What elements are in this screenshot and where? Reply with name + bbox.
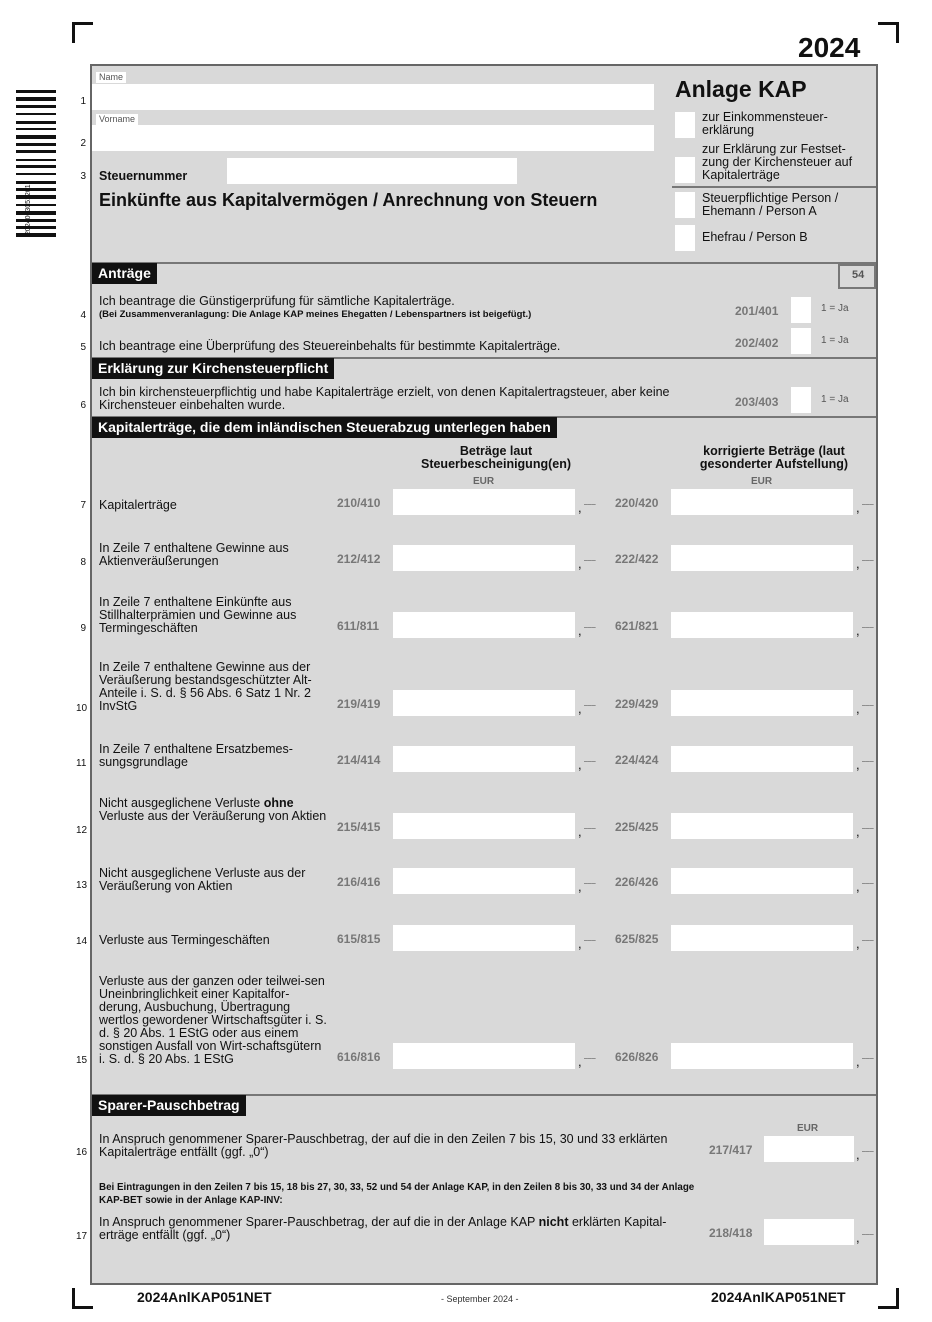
currency-label: EUR (797, 1123, 819, 1134)
barcode-bar (16, 143, 56, 146)
line-number: 3 (80, 171, 86, 182)
cents-placeholder: ––– (584, 501, 596, 508)
barcode-bar (16, 150, 56, 153)
barcode-bar (16, 233, 56, 237)
option-hint: 1 = Ja (821, 335, 849, 346)
betrag-korrigiert-input[interactable] (671, 690, 853, 716)
option-label: Steuerpflichtige Person / Ehemann / Person A (702, 191, 839, 218)
cents-placeholder: ––– (584, 825, 596, 832)
line-number: 10 (76, 703, 88, 714)
cents-placeholder: ––– (862, 1231, 874, 1238)
betrag-steuerbescheinigung-input[interactable] (393, 489, 575, 515)
input-steuereinbehalt[interactable] (791, 328, 811, 354)
cents-placeholder: ––– (862, 624, 874, 631)
barcode-bar (16, 113, 56, 115)
field-code: 219/419 (337, 697, 381, 711)
decimal-separator: , (856, 879, 860, 894)
line-number: 1 (80, 96, 86, 107)
antrag-steuereinbehalt: Ich beantrage eine Überprüfung des Steuereinbehalts für bestimmte Kapitalerträge. (99, 339, 561, 353)
cents-placeholder: ––– (584, 1055, 596, 1062)
option-hint: 1 = Ja (821, 303, 849, 314)
field-code: 216/416 (337, 875, 381, 889)
cents-placeholder: ––– (584, 880, 596, 887)
line-number: 14 (76, 936, 88, 947)
cents-placeholder: ––– (862, 702, 874, 709)
decimal-separator: , (856, 936, 860, 951)
currency-label: EUR (751, 476, 773, 487)
steuernummer-label: Steuernummer (99, 169, 188, 183)
row-label (99, 797, 327, 823)
vorname-label: Vorname (96, 114, 138, 125)
corner-mark-top-right (878, 22, 899, 43)
option-label: Ehefrau / Person B (702, 230, 808, 244)
cents-placeholder: ––– (862, 501, 874, 508)
divider (92, 262, 876, 264)
barcode-bar (16, 128, 56, 130)
option-label: zur Einkommensteuer-erklärung (702, 110, 828, 137)
barcode-bar (16, 90, 56, 93)
sparer-row17-text-post: erklärten Kapital-erträge entfällt (ggf. „0“) (99, 1215, 667, 1242)
field-code: 229/429 (615, 697, 659, 711)
field-code: 202/402 (735, 336, 779, 350)
barcode-number: 2024003051201 (25, 184, 32, 235)
decimal-separator: , (578, 556, 582, 571)
row-label: Verluste aus Termingeschäften (99, 933, 270, 947)
betrag-korrigiert-input[interactable] (671, 925, 853, 951)
field-code: 225/425 (615, 820, 659, 834)
cents-placeholder: ––– (584, 702, 596, 709)
betrag-korrigiert-input[interactable] (671, 545, 853, 571)
barcode-bar (16, 173, 56, 175)
cents-placeholder: ––– (584, 758, 596, 765)
row-label: Nicht ausgeglichene Verluste aus der Veräußerung von Aktien (99, 866, 306, 893)
cents-placeholder: ––– (584, 937, 596, 944)
barcode-bar (16, 204, 56, 206)
checkbox-einkommensteuererklaerung[interactable] (675, 112, 695, 138)
betrag-steuerbescheinigung-input[interactable] (393, 612, 575, 638)
decimal-separator: , (856, 701, 860, 716)
betrag-korrigiert-input[interactable] (671, 489, 853, 515)
betrag-steuerbescheinigung-input[interactable] (393, 545, 575, 571)
row-label: Verluste aus der ganzen oder teilwei-sen Uneinbringlichkeit einer Kapitalfor-derung, Ausbuchung, Übertragung wertlos gewordener Wirtschaftsgüter i. S. d. § 20 Abs. 1 EStG oder aus einem sonstigen Ausfall von Wirt-schaftsgütern i. S. d. § 20 Abs. 1 EStG (99, 974, 327, 1066)
sparer-row17-text (99, 1216, 699, 1242)
row-label: In Zeile 7 enthaltene Ersatzbemes-sungsgrundlage (99, 742, 293, 769)
row-label: Kapitalerträge (99, 498, 177, 512)
betrag-korrigiert-input[interactable] (671, 1043, 853, 1069)
line-number: 5 (80, 342, 86, 353)
divider (672, 186, 876, 188)
decimal-separator: , (856, 1054, 860, 1069)
section-heading-antraege: Anträge (92, 263, 157, 284)
barcode-bar (16, 165, 56, 168)
line-number: 13 (76, 880, 88, 891)
checkbox-person-a[interactable] (675, 192, 695, 218)
betrag-steuerbescheinigung-input[interactable] (393, 690, 575, 716)
field-code: 226/426 (615, 875, 659, 889)
line-number: 17 (76, 1231, 88, 1242)
line-number: 7 (80, 500, 86, 511)
kirchensteuer-text: Ich bin kirchensteuerpflichtig und habe Kapitalerträge erzielt, von denen Kapitalertragsteuer, aber keine Kirchensteuer einbehalten wurde. (99, 385, 670, 412)
barcode-bar (16, 219, 56, 222)
sparer-row16-text: In Anspruch genommener Sparer-Pauschbetrag, der auf die in den Zeilen 7 bis 15, 30 und 33 erklärten Kapitalerträge entfällt (ggf. „0“) (99, 1132, 668, 1159)
row-label: In Zeile 7 enthaltene Gewinne aus Aktienveräußerungen (99, 541, 289, 568)
field-code: 621/821 (615, 619, 659, 633)
code-box-value: 54 (852, 269, 865, 281)
field-code: 212/412 (337, 552, 381, 566)
decimal-separator: , (578, 623, 582, 638)
option-hint: 1 = Ja (821, 394, 849, 405)
field-code: 201/401 (735, 304, 779, 318)
decimal-separator: , (856, 1147, 860, 1162)
field-code: 210/410 (337, 496, 381, 510)
barcode-bar (16, 195, 56, 199)
decimal-separator: , (856, 500, 860, 515)
column-header-korrigiert: korrigierte Beträge (laut gesonderter Aufstellung) (699, 444, 849, 471)
line-number: 11 (76, 758, 87, 769)
line-number: 6 (80, 400, 86, 411)
cents-placeholder: ––– (862, 1055, 874, 1062)
sparer-pauschbetrag-input[interactable] (764, 1136, 854, 1162)
input-guenstigerpruefung[interactable] (791, 297, 811, 323)
barcode-bar (16, 105, 56, 108)
betrag-steuerbescheinigung-input[interactable] (393, 1043, 575, 1069)
row-label: In Zeile 7 enthaltene Einkünfte aus Stillhalterprämien und Gewinne aus Termingeschäften (99, 595, 297, 635)
row-label-bold: ohne (263, 796, 294, 810)
cents-placeholder: ––– (862, 937, 874, 944)
form-year: 2024 (798, 32, 861, 63)
name-label: Name (96, 72, 126, 83)
betrag-korrigiert-input[interactable] (671, 746, 853, 772)
input-kirchensteuer[interactable] (791, 387, 811, 413)
field-code: 625/825 (615, 932, 659, 946)
field-code: 616/816 (337, 1050, 381, 1064)
barcode-bar (16, 188, 56, 191)
checkbox-person-b[interactable] (675, 225, 695, 251)
betrag-steuerbescheinigung-input[interactable] (393, 868, 575, 894)
row-label-pre: Nicht ausgeglichene Verluste (99, 796, 264, 810)
line-number: 4 (80, 310, 86, 321)
footer-code-right: 2024AnlKAP051NET (711, 1289, 846, 1305)
decimal-separator: , (578, 757, 582, 772)
decimal-separator: , (578, 936, 582, 951)
field-code: 222/422 (615, 552, 659, 566)
section-heading-kirchensteuer: Erklärung zur Kirchensteuerpflicht (92, 358, 334, 379)
field-code: 615/815 (337, 932, 381, 946)
decimal-separator: , (578, 500, 582, 515)
line-number: 8 (80, 557, 86, 568)
checkbox-kirchensteuer-festsetzung[interactable] (675, 157, 695, 183)
field-code: 217/417 (709, 1143, 753, 1157)
row-label: In Zeile 7 enthaltene Gewinne aus der Veräußerung bestandsgeschützter Alt-Anteile i. S. d. § 56 Abs. 6 Satz 1 Nr. 2 InvStG (99, 660, 312, 713)
sparer-pauschbetrag-other-input[interactable] (764, 1219, 854, 1245)
corner-mark-bottom-left (72, 1288, 93, 1309)
decimal-separator: , (856, 757, 860, 772)
decimal-separator: , (578, 1054, 582, 1069)
barcode-bar (16, 226, 56, 229)
line-number: 15 (76, 1055, 88, 1066)
field-code: 220/420 (615, 496, 659, 510)
betrag-korrigiert-input[interactable] (671, 813, 853, 839)
corner-mark-top-left (72, 22, 93, 43)
betrag-korrigiert-input[interactable] (671, 868, 853, 894)
field-code: 203/403 (735, 395, 779, 409)
column-header-steuerbescheinigung: Beträge laut Steuerbescheinigung(en) (420, 444, 572, 471)
option-label: zur Erklärung zur Festset-zung der Kirchensteuer auf Kapitalerträge (702, 142, 853, 182)
barcode-bar (16, 159, 56, 161)
betrag-steuerbescheinigung-input[interactable] (393, 925, 575, 951)
decimal-separator: , (856, 556, 860, 571)
steuernummer-field[interactable] (227, 158, 517, 184)
betrag-steuerbescheinigung-input[interactable] (393, 813, 575, 839)
section-heading-kapitalertraege: Kapitalerträge, die dem inländischen Steuerabzug unterlegen haben (92, 417, 557, 438)
line-number: 16 (76, 1147, 88, 1158)
line-number: 9 (80, 623, 86, 634)
field-code: 611/811 (337, 619, 380, 633)
decimal-separator: , (856, 1230, 860, 1245)
field-code: 224/424 (615, 753, 659, 767)
field-code: 214/414 (337, 753, 381, 767)
currency-label: EUR (473, 476, 495, 487)
decimal-separator: , (578, 879, 582, 894)
sparer-row17-text-pre: In Anspruch genommener Sparer-Pauschbetrag, der auf die in der Anlage KAP (99, 1215, 539, 1229)
cents-placeholder: ––– (584, 557, 596, 564)
field-code: 215/415 (337, 820, 381, 834)
line-number: 12 (76, 825, 88, 836)
cents-placeholder: ––– (862, 825, 874, 832)
row-label-post: Verluste aus der Veräußerung von Aktien (99, 809, 327, 823)
decimal-separator: , (856, 623, 860, 638)
barcode-bar (16, 97, 56, 101)
sparer-note: Bei Eintragungen in den Zeilen 7 bis 15, 18 bis 27, 30, 33, 52 und 54 der Anlage KAP, in den Zeilen 8 bis 30, 33 und 34 der Anlage KAP-BET sowie in der Anlage KAP-INV: (99, 1182, 695, 1206)
name-field[interactable] (92, 84, 654, 110)
line-number: 2 (80, 138, 86, 149)
footer-date: - September 2024 - (441, 1294, 519, 1304)
cents-placeholder: ––– (584, 624, 596, 631)
barcode-bar (16, 121, 56, 124)
decimal-separator: , (856, 824, 860, 839)
cents-placeholder: ––– (862, 758, 874, 765)
footer-code-left: 2024AnlKAP051NET (137, 1289, 272, 1305)
decimal-separator: , (578, 824, 582, 839)
main-title: Einkünfte aus Kapitalvermögen / Anrechnung von Steuern (99, 190, 598, 210)
antrag-guenstigerpruefung-note: (Bei Zusammenveranlagung: Die Anlage KAP meines Ehegatten / Lebenspartners ist beigefügt.) (99, 309, 532, 320)
betrag-korrigiert-input[interactable] (671, 612, 853, 638)
corner-mark-bottom-right (878, 1288, 899, 1309)
decimal-separator: , (578, 701, 582, 716)
betrag-steuerbescheinigung-input[interactable] (393, 746, 575, 772)
cents-placeholder: ––– (862, 880, 874, 887)
cents-placeholder: ––– (862, 557, 874, 564)
barcode-bar (16, 181, 56, 184)
sparer-row17-text-bold: nicht (538, 1215, 569, 1229)
cents-placeholder: ––– (862, 1148, 874, 1155)
antrag-guenstigerpruefung: Ich beantrage die Günstigerprüfung für sämtliche Kapitalerträge. (99, 294, 455, 308)
barcode (16, 90, 56, 330)
barcode-bar (16, 135, 56, 139)
field-code: 626/826 (615, 1050, 659, 1064)
vorname-field[interactable] (92, 125, 654, 151)
form-title: Anlage KAP (675, 76, 807, 102)
barcode-bar (16, 211, 56, 215)
section-heading-sparer: Sparer-Pauschbetrag (92, 1095, 246, 1116)
field-code: 218/418 (709, 1226, 753, 1240)
